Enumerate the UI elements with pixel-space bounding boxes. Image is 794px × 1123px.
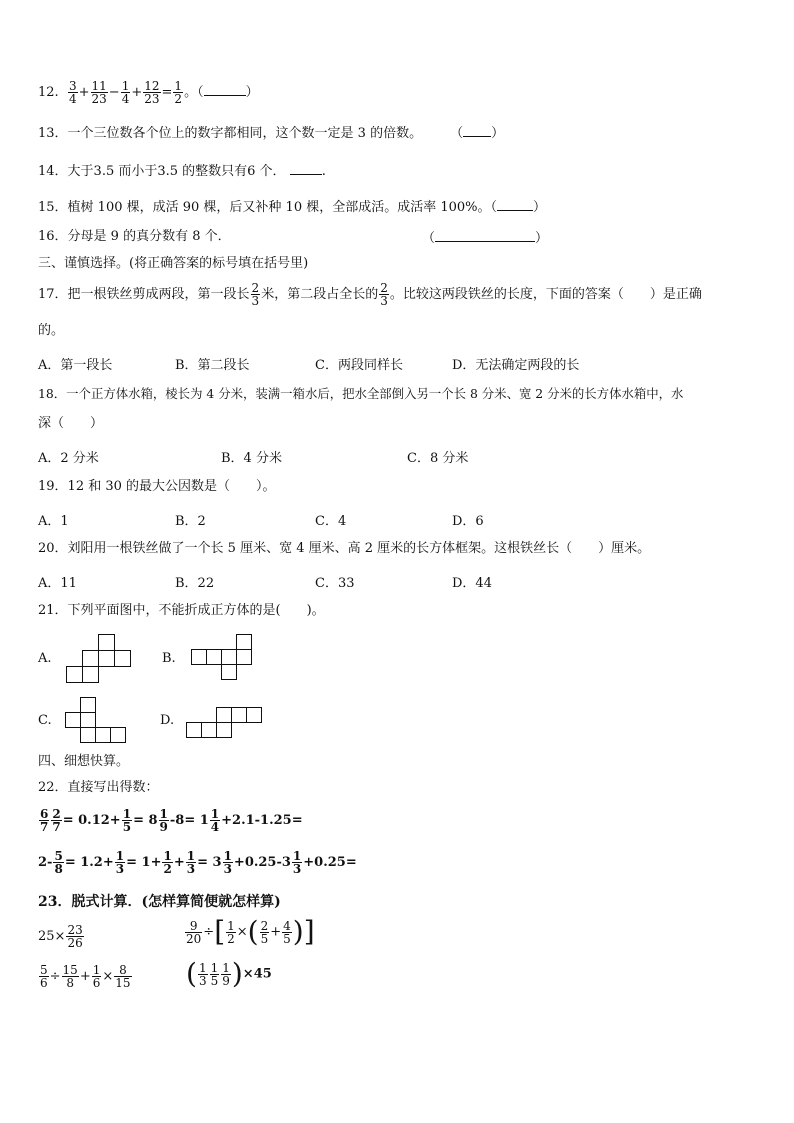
option-d[interactable]: D．6 [452, 514, 484, 529]
question-18-line2: 深（ ） [38, 416, 104, 431]
calc-c: $\frac{5}{6}$ ÷ $\frac{15}{8}$ + $\frac{1}{6}$ × $\frac{8}{15}$ [40, 963, 131, 990]
answer-blank[interactable] [463, 124, 491, 137]
option-d[interactable]: D．无法确定两段的长 [452, 358, 580, 373]
question-18: 18．一个正方体水箱，棱长为 4 分米，装满一箱水后，把水全部倒入另一个长 8 分米、宽 2 分米的长方体水箱中，水 [38, 386, 684, 401]
question-12: 12. $\frac{3}{4}$ + $\frac{11}{23}$ − $\frac{1}{4}$ + $\frac{12}{23}$ = $\frac{1}{2}$ 。（ ） [38, 79, 259, 106]
fraction: $\frac{5}{8}$ [54, 849, 63, 876]
option-a[interactable]: A．1 [38, 514, 69, 529]
question-22-row1: $\frac{6}{7}$ $\frac{2}{7}$ = 0.12+ $\frac{1}{5}$ = 8 $\frac{1}{9}$ -8= 1 $\frac{1}{4}$ +2.1-1.25= [40, 807, 303, 834]
question-23: 23．脱式计算．(怎样算简便就怎样算) [38, 894, 281, 910]
question-14: 14．大于3.5 而小于3.5 的整数只有6 个． . [38, 164, 326, 179]
answer-blank[interactable] [204, 83, 246, 96]
option-c-label[interactable]: C. [38, 713, 52, 728]
fraction: $\frac{12}{23}$ [144, 79, 160, 106]
question-16-answer: （ ） [422, 231, 549, 246]
option-b[interactable]: B．第二段长 [175, 358, 250, 373]
fraction: $\frac{1}{4}$ [121, 79, 130, 106]
option-a-label[interactable]: A. [38, 651, 52, 666]
left-paren: ( [186, 957, 197, 990]
fraction: $\frac{11}{23}$ [91, 79, 107, 106]
fraction: $\frac{1}{9}$ [159, 807, 168, 834]
fraction: $\frac{23}{26}$ [67, 923, 83, 950]
fraction: $\frac{1}{2}$ [163, 849, 172, 876]
question-13: 13．一个三位数各个位上的数字都相同，这个数一定是 3 的倍数。 （ ） [38, 126, 505, 141]
option-b[interactable]: B．4 分米 [221, 451, 282, 466]
question-22-row2: 2- $\frac{5}{8}$ = 1.2+ $\frac{1}{3}$ = 1+ $\frac{1}{2}$ + $\frac{1}{3}$ = 3 $\frac{1}{3}$ +0.25-3 $\frac{1}{3}$ +0.25= [38, 849, 357, 876]
fraction: $\frac{1}{4}$ [210, 807, 220, 834]
cube-net-a[interactable] [66, 633, 132, 683]
option-c[interactable]: C．4 [315, 514, 347, 529]
question-22: 22．直接写出得数： [38, 780, 159, 795]
option-b[interactable]: B．22 [175, 576, 215, 591]
answer-blank[interactable] [435, 229, 535, 242]
cube-net-d[interactable] [186, 704, 266, 740]
option-c[interactable]: C．两段同样长 [315, 358, 403, 373]
fraction: $\frac{1}{5}$ [122, 807, 132, 834]
question-17: 17．把一根铁丝剪成两段，第一段长 $\frac{2}{3}$ 米，第二段占全长的 $\frac{2}{3}$ 。比较这两段铁丝的长度，下面的答案（ ）是正确 [38, 281, 702, 308]
fraction: $\frac{1}{3}$ [186, 849, 196, 876]
left-paren: ( [247, 915, 259, 948]
option-d[interactable]: D．44 [452, 576, 492, 591]
option-b[interactable]: B．2 [175, 514, 206, 529]
calc-d: ( $\frac{1}{3}$ $\frac{1}{5}$ $\frac{1}{9}$ )×45 [186, 957, 272, 990]
right-bracket: ] [303, 915, 315, 948]
fraction: $\frac{1}{9}$ [222, 960, 230, 988]
fraction: $\frac{1}{6}$ [92, 963, 101, 990]
option-d-label[interactable]: D. [160, 713, 175, 728]
fraction: $\frac{8}{15}$ [115, 963, 131, 990]
question-20: 20．刘阳用一根铁丝做了一个长 5 厘米、宽 4 厘米、高 2 厘米的长方体框架。这根铁丝长（ ）厘米。 [38, 541, 651, 556]
fraction: $\frac{3}{4}$ [68, 79, 77, 106]
fraction: $\frac{9}{20}$ [186, 918, 202, 946]
question-16: 16．分母是 9 的真分数有 8 个． [38, 229, 231, 244]
section-3-heading: 三、谨慎选择。(将正确答案的标号填在括号里) [38, 256, 309, 271]
fraction: $\frac{1}{3}$ [198, 960, 207, 988]
option-a[interactable]: A．11 [38, 576, 77, 591]
fraction: $\frac{1}{3}$ [115, 849, 125, 876]
answer-blank[interactable] [497, 198, 533, 211]
cube-net-c[interactable] [64, 696, 128, 746]
option-a[interactable]: A．第一段长 [38, 358, 113, 373]
fraction: $\frac{1}{2}$ [174, 79, 183, 106]
option-a[interactable]: A．2 分米 [38, 451, 99, 466]
question-19: 19．12 和 30 的最大公因数是（ ）。 [38, 479, 276, 494]
left-bracket: [ [214, 915, 226, 948]
fraction: $\frac{15}{8}$ [62, 963, 78, 990]
calc-b: $\frac{9}{20}$ ÷[ $\frac{1}{2}$ ×( $\frac{2}{5}$ + $\frac{4}{5}$ )] [186, 915, 315, 948]
answer-blank[interactable] [290, 162, 322, 175]
fraction: $\frac{1}{5}$ [210, 960, 219, 988]
fraction: $\frac{2}{7}$ [52, 807, 61, 834]
option-b-label[interactable]: B. [162, 651, 176, 666]
right-paren: ) [231, 957, 243, 990]
fraction: $\frac{2}{5}$ [260, 918, 269, 946]
question-15: 15．植树 100 棵，成活 90 棵，后又补种 10 棵，全部成活。成活率 100%。（ ） [38, 200, 547, 215]
option-c[interactable]: C．8 分米 [407, 451, 469, 466]
option-c[interactable]: C．33 [315, 576, 355, 591]
question-17-line2: 的。 [38, 323, 65, 338]
fraction: $\frac{1}{3}$ [223, 849, 232, 876]
fraction: $\frac{4}{5}$ [283, 918, 291, 946]
calc-a: 25× $\frac{23}{26}$ [38, 923, 83, 950]
fraction: $\frac{2}{3}$ [251, 281, 260, 308]
fraction: $\frac{5}{6}$ [40, 963, 48, 990]
fraction: $\frac{2}{3}$ [380, 281, 388, 308]
cube-net-b[interactable] [190, 633, 254, 683]
section-4-heading: 四、细想快算。 [38, 754, 130, 769]
fraction: $\frac{1}{2}$ [227, 918, 235, 946]
fraction: $\frac{6}{7}$ [40, 807, 49, 834]
fraction: $\frac{1}{3}$ [292, 849, 302, 876]
right-paren: ) [292, 915, 304, 948]
question-21: 21．下列平面图中，不能折成正方体的是( )。 [38, 603, 325, 618]
